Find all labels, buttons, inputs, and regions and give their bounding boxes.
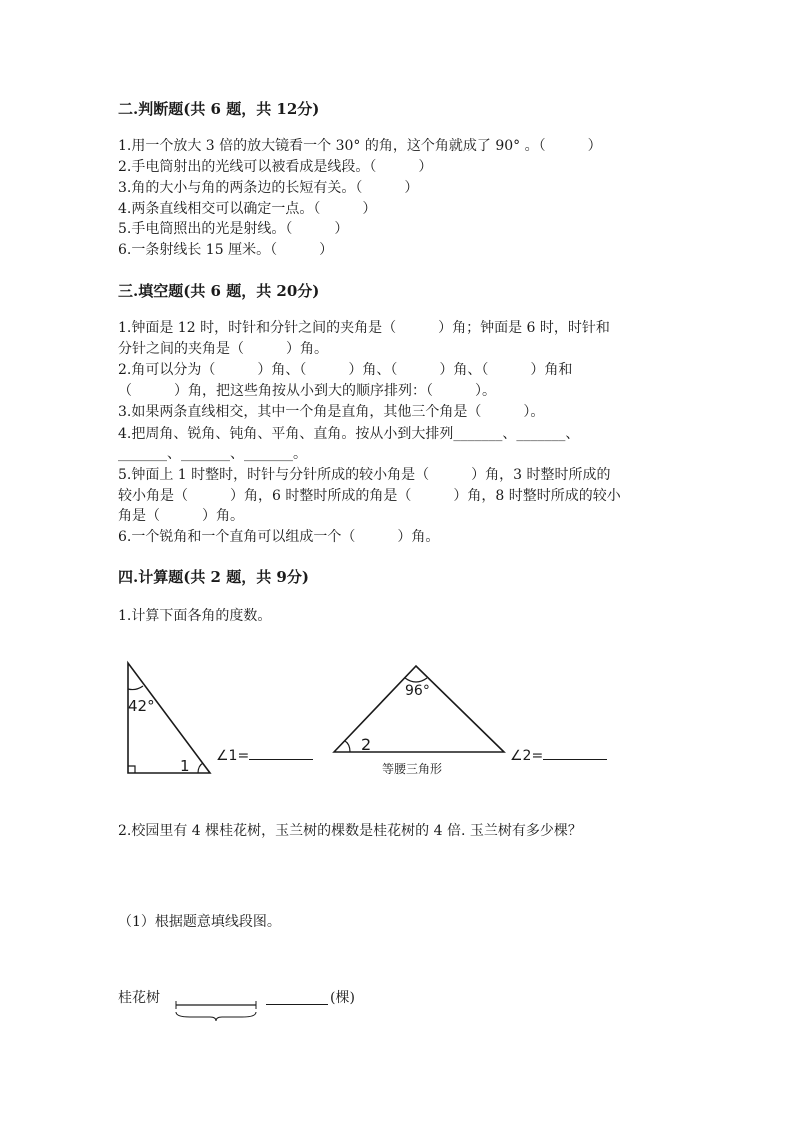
right-angle-mark: [128, 766, 135, 773]
answer-angle-1-blank[interactable]: [249, 745, 313, 760]
angle-number-2: 2: [361, 735, 372, 754]
section-title-judge: 二.判断题(共 6 题，共 12分): [118, 100, 320, 118]
segment-diagram: [170, 985, 270, 1025]
segment-answer-blank[interactable]: [266, 990, 328, 1005]
section-title-calc: 四.计算题(共 2 题，共 9分): [118, 568, 309, 586]
judge-item-5: 5.手电筒照出的光是射线。（ ）: [118, 221, 349, 237]
angle-arc-1: [198, 763, 203, 773]
fill-line-6: 4.把周角、锐角、钝角、平角、直角。按从小到大排列_______、_______、: [118, 426, 580, 442]
angle-arc-42: [128, 686, 143, 690]
angle-number-1: 1: [180, 757, 190, 775]
angle-arc-96: [405, 678, 427, 682]
fill-line-11: 6.一个锐角和一个直角可以组成一个（ ）角。: [118, 529, 440, 545]
fill-line-10: 角是（ ）角。: [118, 508, 244, 524]
segment-brace: [176, 1012, 256, 1021]
angle-label-96: 96°: [405, 683, 430, 699]
segment-diagram-label: 桂花树: [118, 990, 160, 1006]
isosceles-caption: 等腰三角形: [382, 762, 443, 776]
answer-angle-1: [216, 745, 313, 766]
section-title-fill: 三.填空题(共 6 题，共 20分): [118, 282, 320, 300]
fill-line-4: （ ）角，把这些角按从小到大的顺序排列：（ ）。: [118, 383, 496, 399]
fill-line-2: 分针之间的夹角是（ ）角。: [118, 341, 328, 357]
fill-line-3: 2.角可以分为（ ）角、（ ）角、（ ）角、（ ）角和: [118, 362, 573, 378]
segment-unit: (棵): [330, 990, 355, 1006]
answer-angle-2-label: ∠2=: [510, 748, 544, 764]
fill-line-9: 较小角是（ ）角，6 时整时所成的角是（ ）角，8 时整时所成的较小: [118, 488, 621, 504]
answer-angle-1-label: ∠1=: [216, 748, 250, 764]
answer-angle-2: [510, 745, 607, 766]
angle-label-42: 42°: [128, 697, 155, 715]
judge-item-3: 3.角的大小与角的两条边的长短有关。（ ）: [118, 180, 419, 196]
angle-arc-2: [345, 741, 350, 752]
isosceles-triangle-shape: [334, 666, 504, 752]
fill-line-5: 3.如果两条直线相交，其中一个角是直角，其他三个角是（ ）。: [118, 404, 545, 420]
judge-item-6: 6.一条射线长 15 厘米。（ ）: [118, 242, 334, 258]
right-triangle-shape: [128, 663, 210, 773]
calc-question-1: 1.计算下面各角的度数。: [118, 608, 272, 624]
judge-item-1: 1.用一个放大 3 倍的放大镜看一个 30° 的角，这个角就成了 90° 。（ ）: [118, 138, 602, 154]
judge-item-2: 2.手电筒射出的光线可以被看成是线段。（ ）: [118, 159, 433, 175]
fill-line-8: 5.钟面上 1 时整时，时针与分针所成的较小角是（ ）角，3 时整时所成的: [118, 467, 611, 483]
fill-line-7: _______、_______、_______。: [118, 446, 307, 462]
isosceles-triangle-figure: [326, 660, 511, 780]
judge-item-4: 4.两条直线相交可以确定一点。（ ）: [118, 201, 377, 217]
fill-line-1: 1.钟面是 12 时，时针和分针之间的夹角是（ ）角；钟面是 6 时，时针和: [118, 320, 610, 336]
calc-question-2: 2.校园里有 4 棵桂花树，玉兰树的棵数是桂花树的 4 倍. 玉兰树有多少棵？: [118, 823, 582, 839]
calc-subquestion-1: （1）根据题意填线段图。: [118, 914, 281, 930]
answer-angle-2-blank[interactable]: [543, 745, 607, 760]
